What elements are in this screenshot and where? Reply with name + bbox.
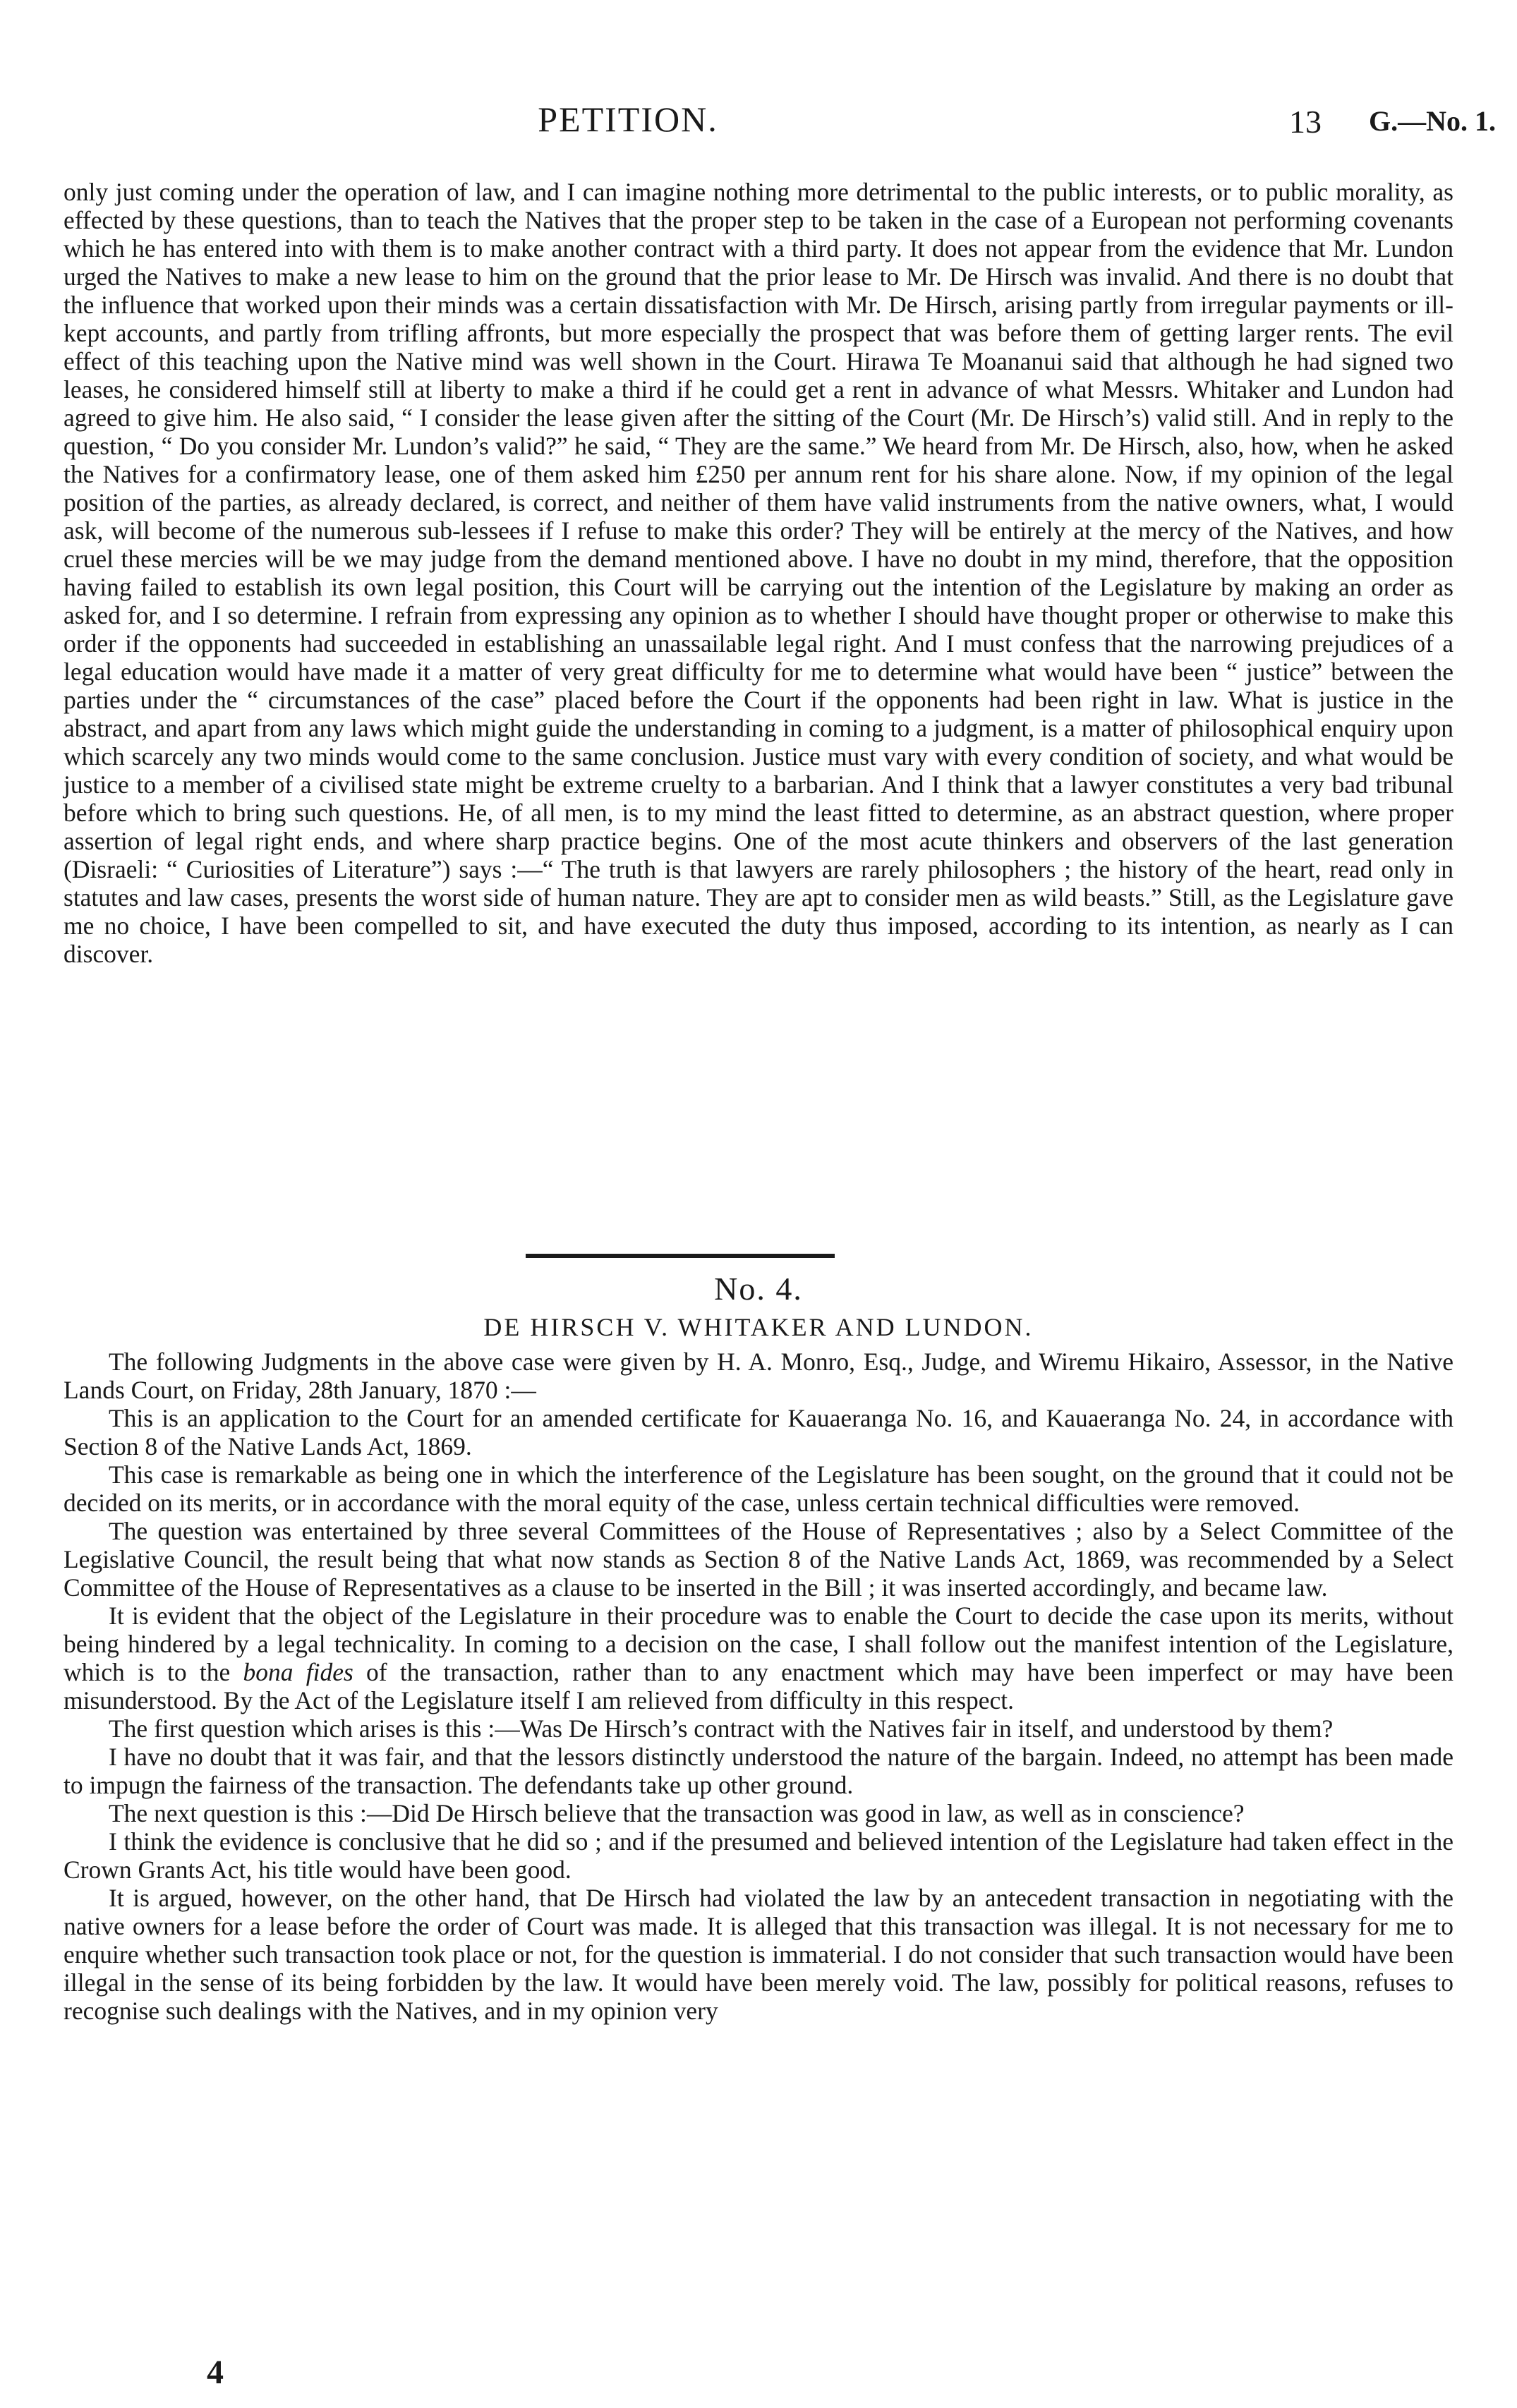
running-title: PETITION.: [538, 99, 718, 139]
paragraph: The next question is this :—Did De Hirsch believe that the transaction was good in law, as well as in conscience?: [109, 1799, 1245, 1827]
signature-mark: 4: [207, 2354, 224, 2391]
continued-judgment-text: [64, 178, 1453, 968]
page-number: 13: [1289, 104, 1322, 140]
paragraph: The following Judgments in the above case were given by H. A. Monro, Esq., Judge, and Wiremu Hikairo, Assessor, in the Native Lands Court, on Friday, 28th January, 1870 :—: [64, 1348, 1453, 1404]
paragraph: [64, 1602, 1453, 1714]
paragraph: This is an application to the Court for an amended certificate for Kauaeranga No. 16, and Kauaeranga No. 24, in accordance with Section 8 of the Native Lands Act, 1869.: [64, 1404, 1453, 1460]
paragraph: This case is remarkable as being one in which the interference of the Legislature has been sought, on the ground that it could not be decided on its merits, or in accordance with the moral equity of the case, unless certain technical difficulties were removed.: [64, 1460, 1453, 1517]
judgment-text: [64, 1348, 1453, 2025]
paragraph: It is argued, however, on the other hand, that De Hirsch had violated the law by an antecedent transaction in negotiating with the native owners for a lease before the order of Court was made. It is alleged that this transaction was illegal. It is not necessary for me to enquire whether such transaction took place or not, for the question is immaterial. I do not consider that such transaction would have been illegal in the sense of its being forbidden by the law. It would have been merely void. The law, possibly for political reasons, refuses to recognise such dealings with the Natives, and in my opinion very: [64, 1884, 1453, 2025]
section-divider: [526, 1254, 835, 1258]
latin-phrase: bona fides: [243, 1658, 353, 1686]
section-number: No. 4.: [714, 1271, 803, 1307]
paragraph: The question was entertained by three several Committees of the House of Representatives ; also by a Select Committee of the Legislative Council, the result being that what now stands as Section 8 of the Native Lands Act, 1869, was recommended by a Select Committee of the House of Representatives as a clause to be inserted in the Bill ; it was inserted accordingly, and became law.: [64, 1517, 1453, 1602]
paragraph-part: of the transaction, rather than to any enactment which may have been imperfect or may have been misunderstood. By the Act of the Legislature itself I am relieved from difficulty in this respect.: [64, 1658, 1453, 1714]
paragraph-part: It is evident that the object of the Legislature in their procedure was to enable the Court to decide the case upon its merits, without being hindered by a legal technicality. In coming to a decision on the case, I shall follow out the manifest intention of the Legislature, which is to the: [64, 1602, 1453, 1686]
case-title: DE HIRSCH V. WHITAKER AND LUNDON.: [483, 1313, 1034, 1341]
page-header: [64, 99, 1496, 148]
paragraph: only just coming under the operation of law, and I can imagine nothing more detrimental to the public interests, or to public morality, as effected by these questions, than to teach the Natives that the proper step to be taken in the case of a European not performing covenants which he has entered into with them is to make another contract with a third party. It does not appear from the evidence that Mr. Lundon urged the Natives to make a new lease to him on the ground that the prior lease to Mr. De Hirsch was invalid. And there is no doubt that the influence that worked upon their minds was a certain dissatisfaction with Mr. De Hirsch, arising partly from irregular payments or ill-kept accounts, and partly from trifling affronts, but more especially the prospect that was before them of getting larger rents. The evil effect of this teaching upon the Native mind was well shown in the Court. Hirawa Te Moananui said that although he had signed two leases, he considered himself still at liberty to make a third if he could get a rent in advance of what Messrs. Whitaker and Lundon had agreed to give him. He also said, “ I consider the lease given after the sitting of the Court (Mr. De Hirsch’s) valid still. And in reply to the question, “ Do you consider Mr. Lundon’s valid?” he said, “ They are the same.” We heard from Mr. De Hirsch, also, how, when he asked the Natives for a confirmatory lease, one of them asked him £250 per annum rent for his share alone. Now, if my opinion of the legal position of the parties, as already declared, is correct, and neither of them have valid instruments from the native owners, what, I would ask, will become of the numerous sub-lessees if I refuse to make this order? They will be entirely at the mercy of the Natives, and how cruel these mercies will be we may judge from the demand mentioned above. I have no doubt in my mind, therefore, that the opposition having failed to establish its own legal position, this Court will be carrying out the intention of the Legislature by making an order as asked for, and I so determine. I refrain from expressing any opinion as to whether I should have thought proper or otherwise to make this order if the opponents had succeeded in establishing an unassailable legal right. And I must confess that the narrowing prejudices of a legal education would have made it a matter of very great difficulty for me to determine what would have been “ justice” between the parties under the “ circumstances of the case” placed before the Court if the opponents had been right in law. What is justice in the abstract, and apart from any laws which might guide the understanding in coming to a judgment, is a matter of philosophical enquiry upon which scarcely any two minds would come to the same conclusion. Justice must vary with every condition of society, and what would be justice to a member of a civilised state might be extreme cruelty to a barbarian. And I think that a lawyer constitutes a very bad tribunal before which to bring such questions. He, of all men, is to my mind the least fitted to determine, as an abstract question, where proper assertion of legal right ends, and where sharp practice begins. One of the most acute thinkers and observers of the last generation (Disraeli: “ Curiosities of Literature”) says :—“ The truth is that lawyers are rarely philosophers ; the history of the heart, read only in statutes and law cases, presents the worst side of human nature. They are apt to consider men as wild beasts.” Still, as the Legislature gave me no choice, I have been compelled to sit, and have executed the duty thus imposed, according to its intention, as nearly as I can discover.: [64, 178, 1453, 968]
paragraph: I think the evidence is conclusive that he did so ; and if the presumed and believed intention of the Legislature had taken effect in the Crown Grants Act, his title would have been good.: [64, 1827, 1453, 1884]
document-reference: G.—No. 1.: [1369, 105, 1496, 137]
paragraph: I have no doubt that it was fair, and that the lessors distinctly understood the nature of the bargain. Indeed, no attempt has been made to impugn the fairness of the transaction. The defendants take up other ground.: [64, 1743, 1453, 1799]
paragraph: The first question which arises is this :—Was De Hirsch’s contract with the Natives fair in itself, and understood by them?: [109, 1714, 1334, 1743]
